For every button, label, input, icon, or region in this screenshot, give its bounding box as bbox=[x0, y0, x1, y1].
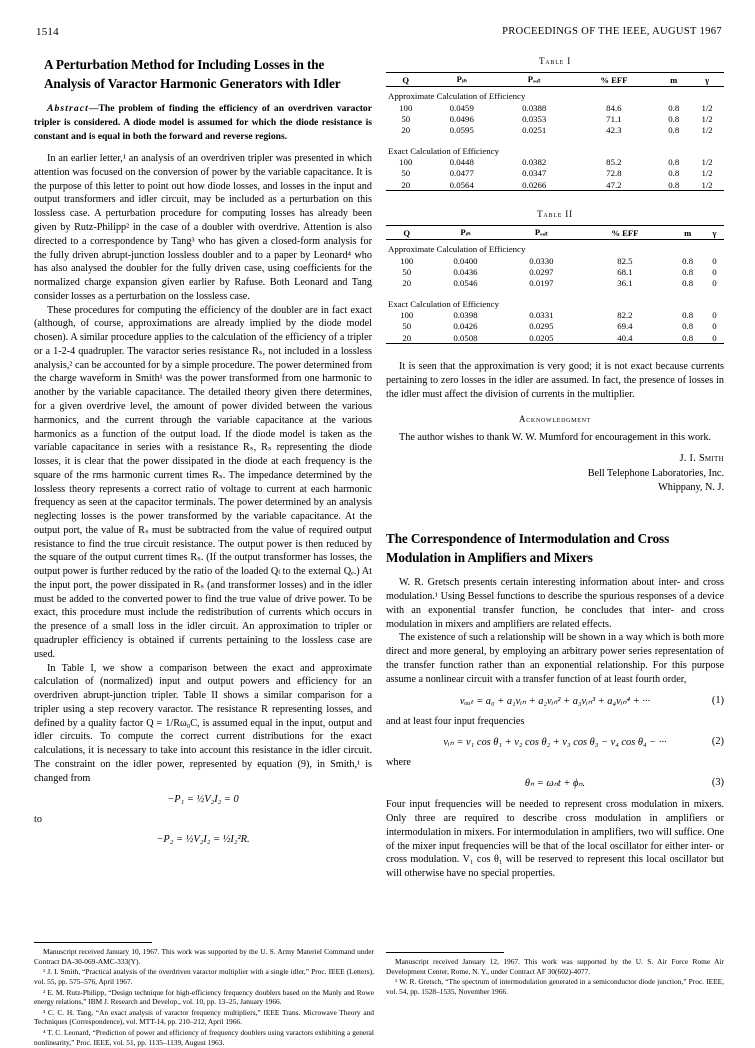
table-group-label-row bbox=[386, 87, 724, 102]
article1-paragraph-3: In Table I, we show a comparison between the exact and approximate calculation of (normalized) input and output powers and efficiency for an overdriven abrupt-junction tripler. Table II shows a similar comparison for a tripler using a step recovery varactor. The resistance R representing losses, and defined by a quality factor Q = 1/Rω₀C, is assumed equal in the input, output and idler circuits. To compute the correct current distributions for the exact calculations, it is necessary to take into account this resistance in the idler circuit. The constraint on the idler power, represented by equation (9), in Smith,¹ is changed from bbox=[34, 662, 372, 784]
equation-1-row bbox=[386, 695, 724, 707]
cell-eff: 69.4 bbox=[617, 321, 633, 332]
cell-eff: 47.2 bbox=[606, 179, 622, 190]
abstract-label: Abstract bbox=[47, 103, 89, 115]
cell-pout: 0.0331 bbox=[529, 310, 554, 321]
cell-q: 20 bbox=[402, 332, 412, 343]
table-row bbox=[386, 255, 724, 266]
cell-m: 0.8 bbox=[682, 332, 694, 343]
cell-eff: 68.1 bbox=[617, 266, 633, 277]
group-label-approximate: Approximate Calculation of Efficiency bbox=[388, 91, 526, 101]
table-rule bbox=[386, 344, 724, 345]
cell-gamma: 0 bbox=[712, 255, 717, 266]
author-name: J. I. Smith bbox=[679, 453, 724, 465]
cell-pin: 0.0426 bbox=[453, 321, 478, 332]
author-location: Whippany, N. J. bbox=[658, 482, 724, 494]
col-header-m: m bbox=[684, 227, 692, 238]
right-footnotes-block bbox=[386, 942, 724, 998]
cell-pin: 0.0477 bbox=[449, 168, 474, 179]
cell-gamma: 0 bbox=[712, 321, 717, 332]
cell-eff: 42.3 bbox=[606, 124, 622, 135]
acknowledgment-heading: Acknowledgment bbox=[519, 413, 591, 424]
cell-pout: 0.0295 bbox=[529, 321, 554, 332]
left-column bbox=[34, 56, 372, 854]
col-header-gamma: γ bbox=[712, 227, 717, 238]
footnote-rule-left bbox=[34, 942, 152, 943]
article1-paragraph-2: These procedures for computing the efficiency of the doubler are in fact exact (although, of course, approximations are already implied by the diode model chosen). A similar procedure applies to the calculation of the efficiency of a tripler or a 1-2-4 quadrupler. The varactor series resistance Rₛ, not included in a lossless analysis,² can be accounted for by a simple procedure. The power determined from the charge waveform in Smith¹ was the power transformed from one harmonic to another by the variable capacitance. The detailed theory given there determines, for a given overdrive level, the amount of power divided between the various harmonics, and the current through the variable capacitance at the various harmonics as a function of the output load. If the diode model is taken as the variable capacitance in series with a resistance Rₛ, Rₛ representing the diode losses, it is clear that the power dissipated in the diode at each frequency is the square of the rms harmonic current times Rₛ. The impedance determined by the lossless theory represents a correct ratio of voltage to current at each harmonic frequency as seen at the capacitor terminals. The power determined by an analysis neglecting losses is the power transformed by the variable capacitance. At the output port, the value of Rₛ must be subtracted from the value of required output resistance to find the true circuit resistance. The output power is then reduced by the square of the output current times Rₛ. (If the output transformer has losses, the output power is further reduced by the ratio of the loaded Qₗ to the external Qₑ.) At the input port, the power dissipated in Rₛ (and transformer losses) and in the idler must be added to the converted power to find the true value of drive power. To be exact, this procedure must include the redistribution of currents which occurs in the presence of a small loss in the idler circuit. An approximation to tripler or quadrupler efficiency is obtained if currents pertaining to the lossless case are used. bbox=[34, 304, 372, 660]
footnote-ref-2: ² E. M. Rutz-Philipp, “Design technique for high-efficiency frequency doublers based on the Manly and Rowe energy relations,” IBM J. Research and Develop., vol. 10, pp. 13–25, January 1966. bbox=[34, 987, 374, 1007]
table-header-row bbox=[386, 73, 724, 87]
cell-q: 100 bbox=[400, 255, 414, 266]
cell-eff: 82.2 bbox=[617, 310, 633, 321]
col-header-m: m bbox=[670, 74, 678, 85]
equation-2: vᵢₙ = v₁ cos θ₁ + v₂ cos θ₂ + v₃ cos θ₃ − v₄ cos θ₄ − ··· bbox=[443, 737, 667, 749]
article1-paragraph-1: In an earlier letter,¹ an analysis of an overdriven tripler was presented in which attention was focused on the conversion of power by the variable capacitance. It is the purpose of this letter to point out how diode losses, and losses in the input and output transformers and idler circuit, may be included as a perturbation on this lossless case. A perturbation procedure for computing losses has already been given by Rutz-Philipp² in the case of a doubler with overdrive. Attention is also directed to a correspondence by Tang³ who has given a closed-form analysis for the fully driven abrupt-junction lossless doubler and to a paper by Leonard⁴ who has also analysed the doubler for the fully driven case, using coefficients for the normalized charge expansion given earlier by Rafuse. Both Leonard and Tang consider losses as a perturbation on the lossless case. bbox=[34, 153, 372, 302]
table-row bbox=[386, 102, 724, 113]
cell-gamma: 1/2 bbox=[701, 102, 713, 113]
cell-pout: 0.0205 bbox=[529, 332, 554, 343]
journal-title: PROCEEDINGS OF THE IEEE, AUGUST 1967 bbox=[502, 26, 722, 37]
cell-eff: 71.1 bbox=[606, 113, 622, 124]
equation-connector-to: to bbox=[34, 814, 42, 826]
cell-m: 0.8 bbox=[682, 321, 694, 332]
equation-3: θₙ = ωₙt + ϕₙ. bbox=[524, 778, 586, 790]
cell-pin: 0.0459 bbox=[449, 102, 474, 113]
col-header-gamma: γ bbox=[705, 74, 710, 85]
table-row bbox=[386, 157, 724, 168]
col-header-pout: Pₒᵤₜ bbox=[527, 74, 541, 84]
table-2 bbox=[386, 225, 724, 344]
cell-gamma: 0 bbox=[712, 310, 717, 321]
cell-eff: 36.1 bbox=[617, 278, 633, 289]
cell-m: 0.8 bbox=[668, 168, 680, 179]
cell-pin: 0.0400 bbox=[453, 255, 478, 266]
equation-3-row bbox=[386, 777, 724, 789]
cell-m: 0.8 bbox=[682, 310, 694, 321]
cell-gamma: 0 bbox=[712, 278, 717, 289]
cell-pin: 0.0564 bbox=[449, 179, 474, 190]
cell-eff: 82.5 bbox=[617, 255, 633, 266]
cell-q: 100 bbox=[399, 157, 413, 168]
cell-gamma: 1/2 bbox=[701, 157, 713, 168]
cell-m: 0.8 bbox=[668, 124, 680, 135]
col-header-q: Q bbox=[402, 74, 410, 85]
acknowledgment-text: The author wishes to thank W. W. Mumford for encouragement in this work. bbox=[399, 431, 712, 443]
cell-gamma: 1/2 bbox=[701, 179, 713, 190]
table-row bbox=[386, 266, 724, 277]
cell-q: 50 bbox=[402, 321, 412, 332]
table-row bbox=[386, 168, 724, 179]
table-row bbox=[386, 179, 724, 191]
col-header-pin: Pᵢₙ bbox=[460, 227, 471, 238]
col-header-eff: % EFF bbox=[611, 227, 639, 238]
footnote-ref-3: ³ C. C. H. Tang, “An exact analysis of varactor frequency multipliers,” IEEE Trans. Microwave Theory and Techniques (Correspondence), vol. MTT-14, pp. 210–212, April 1966. bbox=[34, 1007, 374, 1027]
cell-pout: 0.0197 bbox=[529, 278, 554, 289]
table-1 bbox=[386, 72, 724, 191]
author-organization: Bell Telephone Laboratories, Inc. bbox=[587, 467, 724, 479]
cell-pin: 0.0436 bbox=[453, 266, 478, 277]
equation-idler-b: −P₂ = ½V₂I₂ = ½I₂²R. bbox=[156, 834, 250, 846]
cell-gamma: 0 bbox=[712, 266, 717, 277]
cell-pout: 0.0266 bbox=[522, 179, 547, 190]
table-row bbox=[386, 310, 724, 321]
cell-pout: 0.0388 bbox=[522, 102, 547, 113]
cell-gamma: 1/2 bbox=[701, 124, 713, 135]
table-row bbox=[386, 321, 724, 332]
article-title-2: The Correspondence of Intermodulation and Cross Modulation in Amplifiers and Mixers bbox=[386, 530, 670, 565]
cell-gamma: 0 bbox=[712, 332, 717, 343]
footnote-manuscript-1: Manuscript received January 10, 1967. This work was supported by the U. S. Army Materiel Command under Contract DA-30-069-AMC-333(Y). bbox=[34, 947, 374, 966]
col-header-pout: Pₒᵤₜ bbox=[534, 227, 548, 238]
group-label-approximate: Approximate Calculation of Efficiency bbox=[388, 244, 526, 255]
cell-pout: 0.0297 bbox=[529, 266, 554, 277]
cell-m: 0.8 bbox=[668, 113, 680, 124]
cell-q: 20 bbox=[402, 278, 412, 289]
cell-pout: 0.0382 bbox=[522, 157, 547, 168]
footnote-ref-gretsch: ¹ W. R. Gretsch, “The spectrum of intermodulation generated in a semiconductor diode junction,” Proc. IEEE, vol. 54, pp. 1528–1535, November 1966. bbox=[386, 977, 724, 996]
cell-q: 50 bbox=[401, 168, 411, 179]
footnote-ref-4: ⁴ T. C. Leonard, “Prediction of power and efficiency of frequency doublers using varactors exhibiting a general nonlinearity,” Proc. IEEE, vol. 51, pp. 1135–1139, August 1963. bbox=[34, 1028, 374, 1047]
table-row bbox=[386, 332, 724, 344]
cell-m: 0.8 bbox=[682, 266, 694, 277]
right-column bbox=[386, 56, 724, 881]
table-row bbox=[386, 113, 724, 124]
cell-pin: 0.0398 bbox=[453, 310, 478, 321]
abstract-paragraph bbox=[34, 102, 372, 144]
cell-pout: 0.0251 bbox=[522, 124, 547, 135]
article1-closing-paragraph: It is seen that the approximation is very good; it is not exact because currents pertaining to zero losses in the idler are assumed. In fact, the presence of losses in the idler must affect the division of currents in the multiplier. bbox=[386, 361, 724, 400]
group-label-exact: Exact Calculation of Efficiency bbox=[388, 145, 499, 156]
article2-paragraph-1: W. R. Gretsch presents certain interesting information about inter- and cross modulation.¹ Using Bessel functions to describe the spurious responses of a device with an exponential transfer function, he concludes that inter- and cross modulation in mixers and amplifiers are related effects. bbox=[386, 577, 724, 630]
table-row bbox=[386, 278, 724, 289]
cell-m: 0.8 bbox=[682, 278, 694, 289]
cell-q: 100 bbox=[400, 310, 414, 321]
table-row bbox=[386, 124, 724, 135]
cell-pout: 0.0330 bbox=[529, 255, 554, 266]
cell-q: 20 bbox=[401, 179, 411, 190]
col-header-eff: % EFF bbox=[600, 74, 628, 85]
cell-pin: 0.0508 bbox=[453, 332, 478, 343]
footnote-rule-right bbox=[386, 952, 504, 953]
equation-1-number: (1) bbox=[711, 695, 724, 707]
table-1-wrapper bbox=[386, 56, 724, 191]
table-header-row bbox=[386, 226, 724, 240]
article-title-1: A Perturbation Method for Including Losses in the Analysis of Varactor Harmonic Generators with Idler bbox=[44, 57, 341, 91]
article2-where-word: where bbox=[386, 757, 411, 769]
author-signoff bbox=[386, 452, 724, 495]
col-header-q: Q bbox=[403, 227, 411, 238]
equation-2-number: (2) bbox=[711, 736, 724, 748]
cell-m: 0.8 bbox=[668, 179, 680, 190]
cell-gamma: 1/2 bbox=[701, 113, 713, 124]
col-header-pin: Pᵢₙ bbox=[456, 74, 467, 84]
table-group-label-row bbox=[386, 295, 724, 310]
cell-eff: 72.8 bbox=[606, 168, 622, 179]
equation-1: vₒᵤₜ = a₀ + a₁vᵢₙ + a₂vᵢₙ² + a₃vᵢₙ³ + a₄vᵢₙ⁴ + ··· bbox=[459, 696, 651, 708]
cell-pout: 0.0353 bbox=[522, 113, 547, 124]
cell-q: 50 bbox=[402, 266, 412, 277]
cell-q: 100 bbox=[399, 102, 413, 113]
table-2-caption: Table II bbox=[537, 209, 573, 220]
cell-eff: 85.2 bbox=[606, 157, 622, 168]
cell-eff: 40.4 bbox=[617, 332, 633, 343]
two-column-body bbox=[0, 56, 755, 1047]
cell-gamma: 1/2 bbox=[701, 168, 713, 179]
page-number: 1514 bbox=[36, 26, 59, 38]
article2-paragraph-3: Four input frequencies will be needed to represent cross modulation in mixers. Only three are required to describe cross modulation in amplifiers or intermodulation in mixers. For intermodulation in amplifiers, two will suffice. One of the mixer input frequencies will be that of the local oscillator for either inter- or cross modulation. V₁ cos θ₁ will be reserved to represent this local oscillator but will otherwise have no special properties. bbox=[386, 799, 724, 880]
left-footnotes-block bbox=[34, 932, 374, 1048]
running-head bbox=[0, 26, 755, 40]
table-group-label-row bbox=[386, 142, 724, 157]
cell-pout: 0.0347 bbox=[522, 168, 547, 179]
equation-idler-a: −P₁ = ½V₂I₂ = 0 bbox=[167, 794, 239, 806]
cell-m: 0.8 bbox=[668, 102, 680, 113]
article2-midtext: and at least four input frequencies bbox=[386, 716, 525, 728]
article2-paragraph-2: The existence of such a relationship will be shown in a way which is both more direct and more general, by employing an arbitrary power series representation of the transfer function rather than an exponential relationship. For this purpose assume a nonlinear circuit with a transfer function of at least fourth order, bbox=[386, 632, 724, 685]
footnote-manuscript-2: Manuscript received January 12, 1967. This work was supported by the U. S. Air Force Rome Air Development Center, Rome, N. Y., under Contract AF 30(602)-4077. bbox=[386, 957, 724, 976]
cell-pin: 0.0496 bbox=[449, 113, 474, 124]
table-1-caption: Table I bbox=[538, 56, 571, 66]
footnote-ref-1: ¹ J. I. Smith, “Practical analysis of the overdriven varactor multiplier with a single idler,” Proc. IEEE (Letters), vol. 55, pp. 575–576, April 1967. bbox=[34, 967, 374, 986]
abstract-text: —The problem of finding the efficiency of an overdriven varactor tripler is considered. A diode model is assumed for which the diode resistance is constant and is equal in both the forward and reverse regions. bbox=[34, 103, 372, 143]
equation-2-row bbox=[386, 736, 724, 748]
cell-pin: 0.0448 bbox=[449, 157, 474, 168]
cell-m: 0.8 bbox=[682, 255, 694, 266]
cell-pin: 0.0546 bbox=[453, 278, 478, 289]
table-2-wrapper bbox=[386, 209, 724, 344]
cell-q: 20 bbox=[401, 124, 411, 135]
cell-m: 0.8 bbox=[668, 157, 680, 168]
group-label-exact: Exact Calculation of Efficiency bbox=[388, 298, 499, 309]
equation-3-number: (3) bbox=[711, 777, 724, 789]
cell-pin: 0.0595 bbox=[449, 124, 474, 135]
table-rule bbox=[386, 191, 724, 192]
cell-q: 50 bbox=[401, 113, 411, 124]
table-group-label-row bbox=[386, 240, 724, 255]
cell-eff: 84.6 bbox=[606, 102, 622, 113]
